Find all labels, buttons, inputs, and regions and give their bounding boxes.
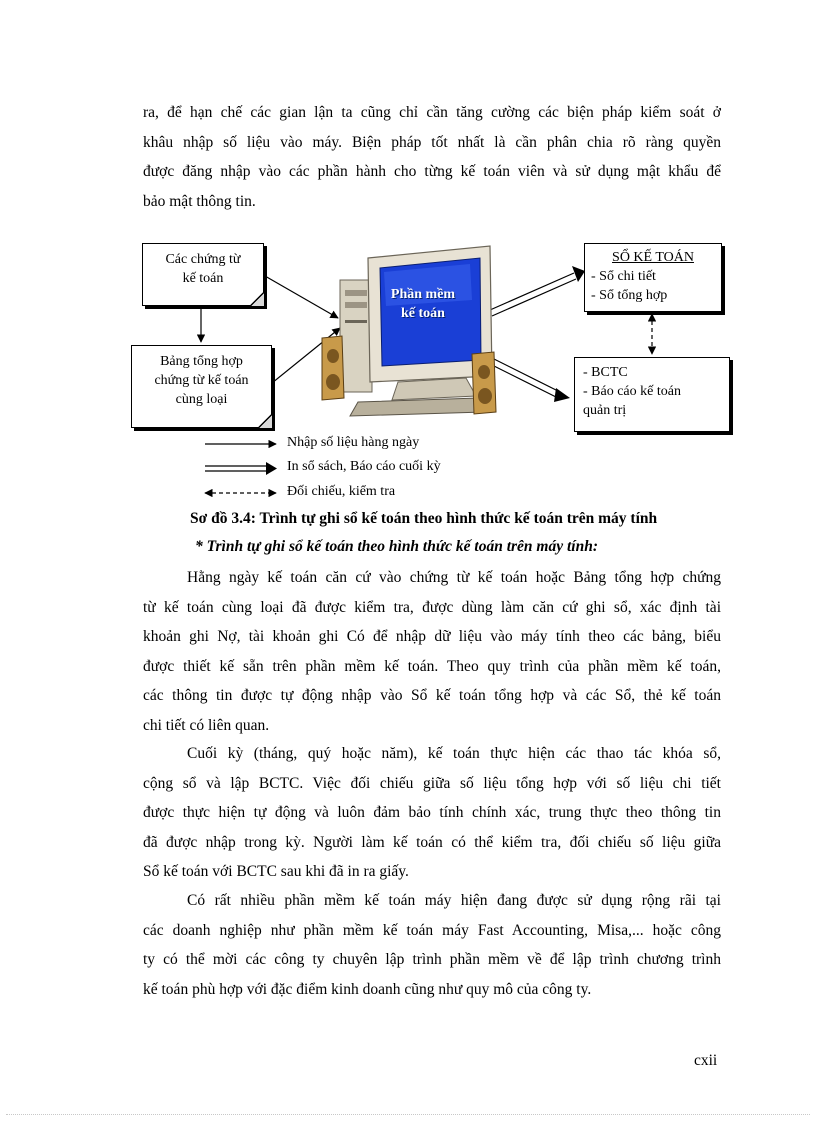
software-label-line: kế toán: [401, 306, 445, 321]
paragraph-line: được thực hiện tự động và luôn đảm bảo tính chính xác, trung thực theo thông tin: [143, 804, 721, 821]
so-ke-toan-item: - Sổ chi tiết: [591, 269, 656, 284]
bctc-line: - Báo cáo kế toán: [583, 384, 681, 399]
box-bang-tong-hop-line: Bảng tổng hợp: [160, 354, 243, 369]
intro-line: khâu nhập số liệu vào máy. Biện pháp tốt nhất là cần phân chia rõ ràng quyền: [143, 133, 721, 151]
body-paragraph-1: [143, 563, 721, 740]
software-label: [383, 285, 463, 323]
box-chung-tu-line: Các chứng từ: [165, 252, 241, 267]
diagram-caption: Sơ đồ 3.4: Trình tự ghi sổ kế toán theo hình thức kế toán trên máy tính: [190, 510, 658, 527]
paragraph-line: đã được nhập trong kỳ. Người làm kế toán có thể kiểm tra, đối chiếu số liệu giữa: [143, 833, 721, 851]
page-number: cxii: [694, 1052, 718, 1069]
paragraph-line: kế toán phù hợp với đặc điểm kinh doanh cũng như quy mô của công ty.: [143, 980, 592, 998]
box-chung-tu-line: kế toán: [182, 271, 224, 286]
box-bang-tong-hop-line: cùng loại: [175, 392, 228, 407]
section-subheading: * Trình tự ghi sổ kế toán theo hình thức kế toán trên máy tính:: [195, 538, 598, 555]
so-ke-toan-item: - Sổ tổng hợp: [591, 288, 668, 303]
legend-label: Nhập số liệu hàng ngày: [287, 435, 420, 450]
paragraph-line: ty có thể mời các công ty chuyên lập trình phần mềm về để lập trình chương trình: [143, 951, 721, 968]
paragraph-line: Hằng ngày kế toán căn cứ vào chứng từ kế toán hoặc Bảng tổng hợp chứng: [187, 569, 721, 586]
page-bottom-border: [6, 1114, 810, 1115]
box-chung-tu-full-label: [143, 244, 144, 245]
double-arrow-to-sokt: [490, 266, 585, 316]
paragraph-line: từ kế toán cùng loại đã được kiểm tra, được dùng làm căn cứ ghi sổ, xác định tài: [143, 598, 721, 616]
computer-illustration: [322, 246, 496, 416]
legend-label: Đối chiếu, kiểm tra: [287, 484, 396, 499]
paragraph-line: Sổ kế toán với BCTC sau khi đã in ra giấy.: [143, 863, 409, 880]
box-bctc: [574, 357, 730, 432]
legend-label: In sổ sách, Báo cáo cuối kỳ: [287, 459, 441, 474]
paragraph-line: các doanh nghiệp như phần mềm kế toán máy Fast Accounting, Misa,... hoặc công: [143, 921, 721, 939]
paragraph-line: chi tiết có liên quan.: [143, 716, 270, 734]
body-paragraph-3: [143, 886, 721, 1004]
bctc-line: - BCTC: [583, 365, 628, 380]
body-paragraph-2: [143, 739, 721, 887]
double-arrow-to-bctc: [490, 358, 570, 402]
paragraph-line: các thông tin được tự động nhập vào Sổ kế toán tổng hợp và các Sổ, thẻ kế toán: [143, 687, 721, 704]
box-bang-tong-hop-line: chứng từ kế toán: [154, 373, 249, 388]
paragraph-line: khoản ghi Nợ, tài khoản ghi Có để nhập dữ liệu vào máy tính theo các bảng, biểu: [143, 628, 721, 645]
paragraph-line: cộng sổ và lập BCTC. Việc đối chiếu giữa số liệu tổng hợp với số liệu chi tiết: [143, 774, 721, 792]
page-fold-icon: [258, 414, 272, 428]
arrow-chungtu-to-computer: [265, 276, 338, 318]
so-ke-toan-title: SỔ KẾ TOÁN: [612, 250, 694, 265]
paragraph-line: Cuối kỳ (tháng, quý hoặc năm), kế toán thực hiện các thao tác khóa sổ,: [187, 745, 721, 762]
intro-line: được đăng nhập vào các phần hành cho từng kế toán viên và sử dụng mật khẩu để: [143, 163, 721, 180]
paragraph-line: Có rất nhiều phần mềm kế toán máy hiện đang được sử dụng rộng rãi tại: [187, 892, 721, 909]
intro-line: bảo mật thông tin.: [143, 192, 256, 210]
box-so-ke-toan: [584, 243, 722, 312]
box-bang-tong-hop: [131, 345, 272, 428]
bctc-line: quản trị: [583, 403, 627, 418]
software-label-line: Phần mềm: [390, 287, 456, 302]
page-fold-icon: [250, 292, 264, 306]
box-chung-tu: [142, 243, 264, 306]
legend-double-line: [205, 462, 277, 475]
intro-line: ra, để hạn chế các gian lận ta cũng chỉ cần tăng cường các biện pháp kiểm soát ở: [143, 104, 721, 121]
paragraph-line: được thiết kế sẵn trên phần mềm kế toán. Theo quy trình của phần mềm kế toán,: [143, 657, 721, 675]
